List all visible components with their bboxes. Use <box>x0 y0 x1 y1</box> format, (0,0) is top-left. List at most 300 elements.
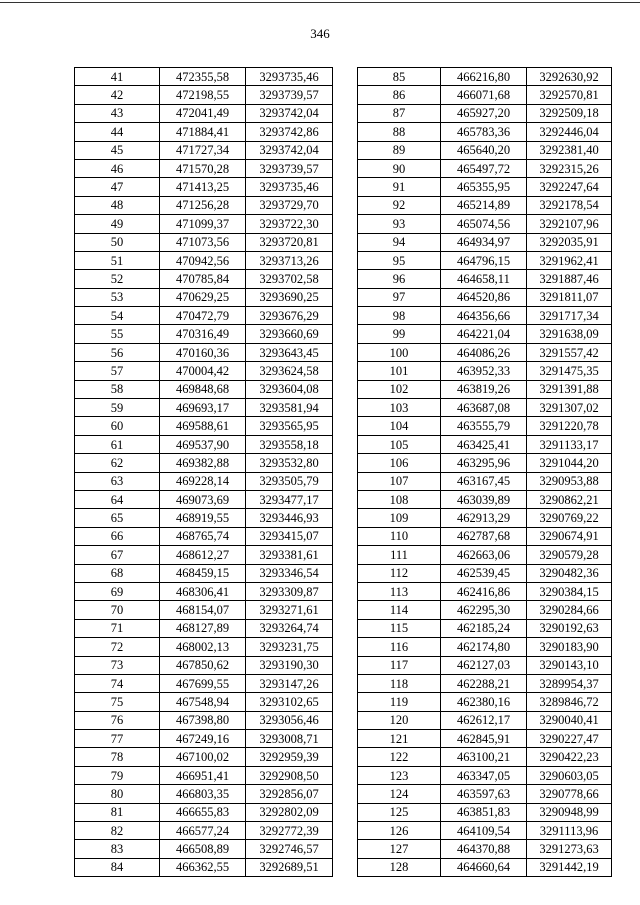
x-coordinate-cell: 462288,21 <box>441 674 527 692</box>
x-coordinate-cell: 462295,30 <box>441 601 527 619</box>
y-coordinate-cell: 3293346,54 <box>246 564 333 582</box>
x-coordinate-cell: 466655,83 <box>160 803 246 821</box>
y-coordinate-cell: 3292630,92 <box>527 68 612 86</box>
point-number-cell: 104 <box>358 417 441 435</box>
x-coordinate-cell: 462380,16 <box>441 693 527 711</box>
y-coordinate-cell: 3293742,04 <box>246 104 333 122</box>
y-coordinate-cell: 3291638,09 <box>527 325 612 343</box>
table-row <box>358 325 612 343</box>
x-coordinate-cell: 462539,45 <box>441 564 527 582</box>
table-row <box>75 748 333 766</box>
point-number-cell: 114 <box>358 601 441 619</box>
y-coordinate-cell: 3293271,61 <box>246 601 333 619</box>
x-coordinate-cell: 472041,49 <box>160 104 246 122</box>
point-number-cell: 71 <box>75 619 160 637</box>
y-coordinate-cell: 3293102,65 <box>246 693 333 711</box>
point-number-cell: 100 <box>358 343 441 361</box>
x-coordinate-cell: 471256,28 <box>160 196 246 214</box>
point-number-cell: 57 <box>75 362 160 380</box>
x-coordinate-cell: 470629,25 <box>160 288 246 306</box>
y-coordinate-cell: 3291220,78 <box>527 417 612 435</box>
y-coordinate-cell: 3292570,81 <box>527 86 612 104</box>
table-row <box>358 233 612 251</box>
x-coordinate-cell: 463167,45 <box>441 472 527 490</box>
point-number-cell: 123 <box>358 766 441 784</box>
coordinates-table-right-body <box>358 68 612 877</box>
y-coordinate-cell: 3291133,17 <box>527 435 612 453</box>
table-row <box>75 858 333 876</box>
table-row <box>75 123 333 141</box>
x-coordinate-cell: 469228,14 <box>160 472 246 490</box>
x-coordinate-cell: 463851,83 <box>441 803 527 821</box>
point-number-cell: 109 <box>358 509 441 527</box>
y-coordinate-cell: 3290384,15 <box>527 582 612 600</box>
table-row <box>75 362 333 380</box>
y-coordinate-cell: 3293739,57 <box>246 86 333 104</box>
x-coordinate-cell: 462845,91 <box>441 730 527 748</box>
table-row <box>75 766 333 784</box>
table-row <box>75 638 333 656</box>
point-number-cell: 102 <box>358 380 441 398</box>
table-row <box>358 307 612 325</box>
point-number-cell: 84 <box>75 858 160 876</box>
point-number-cell: 44 <box>75 123 160 141</box>
table-row <box>75 215 333 233</box>
y-coordinate-cell: 3292689,51 <box>246 858 333 876</box>
x-coordinate-cell: 469382,88 <box>160 454 246 472</box>
y-coordinate-cell: 3292381,40 <box>527 141 612 159</box>
y-coordinate-cell: 3292178,54 <box>527 196 612 214</box>
table-row <box>358 435 612 453</box>
x-coordinate-cell: 463295,96 <box>441 454 527 472</box>
point-number-cell: 119 <box>358 693 441 711</box>
y-coordinate-cell: 3293505,79 <box>246 472 333 490</box>
point-number-cell: 97 <box>358 288 441 306</box>
point-number-cell: 126 <box>358 822 441 840</box>
point-number-cell: 95 <box>358 251 441 269</box>
point-number-cell: 125 <box>358 803 441 821</box>
y-coordinate-cell: 3293581,94 <box>246 399 333 417</box>
point-number-cell: 128 <box>358 858 441 876</box>
x-coordinate-cell: 469073,69 <box>160 490 246 508</box>
x-coordinate-cell: 462787,68 <box>441 527 527 545</box>
x-coordinate-cell: 468306,41 <box>160 582 246 600</box>
x-coordinate-cell: 466508,89 <box>160 840 246 858</box>
y-coordinate-cell: 3291811,07 <box>527 288 612 306</box>
x-coordinate-cell: 464356,66 <box>441 307 527 325</box>
table-row <box>75 454 333 472</box>
table-row <box>75 730 333 748</box>
point-number-cell: 74 <box>75 674 160 692</box>
x-coordinate-cell: 462174,80 <box>441 638 527 656</box>
y-coordinate-cell: 3292856,07 <box>246 785 333 803</box>
point-number-cell: 83 <box>75 840 160 858</box>
y-coordinate-cell: 3292107,96 <box>527 215 612 233</box>
table-row <box>358 159 612 177</box>
y-coordinate-cell: 3291307,02 <box>527 399 612 417</box>
y-coordinate-cell: 3293056,46 <box>246 711 333 729</box>
y-coordinate-cell: 3293008,71 <box>246 730 333 748</box>
point-number-cell: 75 <box>75 693 160 711</box>
x-coordinate-cell: 468002,13 <box>160 638 246 656</box>
point-number-cell: 88 <box>358 123 441 141</box>
x-coordinate-cell: 463819,26 <box>441 380 527 398</box>
x-coordinate-cell: 464109,54 <box>441 822 527 840</box>
table-row <box>358 527 612 545</box>
table-row <box>358 399 612 417</box>
x-coordinate-cell: 466951,41 <box>160 766 246 784</box>
point-number-cell: 42 <box>75 86 160 104</box>
x-coordinate-cell: 466216,80 <box>441 68 527 86</box>
point-number-cell: 121 <box>358 730 441 748</box>
table-row <box>358 803 612 821</box>
y-coordinate-cell: 3293190,30 <box>246 656 333 674</box>
y-coordinate-cell: 3293729,70 <box>246 196 333 214</box>
page-top-rule <box>0 2 640 3</box>
point-number-cell: 64 <box>75 490 160 508</box>
table-row <box>75 840 333 858</box>
table-row <box>75 803 333 821</box>
x-coordinate-cell: 462416,86 <box>441 582 527 600</box>
x-coordinate-cell: 465640,20 <box>441 141 527 159</box>
table-row <box>75 343 333 361</box>
table-row <box>358 472 612 490</box>
x-coordinate-cell: 462127,03 <box>441 656 527 674</box>
y-coordinate-cell: 3293676,29 <box>246 307 333 325</box>
point-number-cell: 117 <box>358 656 441 674</box>
x-coordinate-cell: 470472,79 <box>160 307 246 325</box>
table-row <box>75 693 333 711</box>
point-number-cell: 106 <box>358 454 441 472</box>
x-coordinate-cell: 464796,15 <box>441 251 527 269</box>
table-row <box>75 104 333 122</box>
table-row <box>75 656 333 674</box>
table-row <box>75 307 333 325</box>
table-row <box>75 527 333 545</box>
point-number-cell: 86 <box>358 86 441 104</box>
y-coordinate-cell: 3290603,05 <box>527 766 612 784</box>
point-number-cell: 58 <box>75 380 160 398</box>
y-coordinate-cell: 3291717,34 <box>527 307 612 325</box>
table-row <box>358 693 612 711</box>
point-number-cell: 107 <box>358 472 441 490</box>
x-coordinate-cell: 464370,88 <box>441 840 527 858</box>
point-number-cell: 73 <box>75 656 160 674</box>
table-row <box>358 215 612 233</box>
y-coordinate-cell: 3290482,36 <box>527 564 612 582</box>
table-row <box>358 674 612 692</box>
x-coordinate-cell: 468127,89 <box>160 619 246 637</box>
x-coordinate-cell: 470316,49 <box>160 325 246 343</box>
x-coordinate-cell: 465497,72 <box>441 159 527 177</box>
table-row <box>358 343 612 361</box>
table-row <box>75 785 333 803</box>
table-row <box>75 141 333 159</box>
x-coordinate-cell: 463039,89 <box>441 490 527 508</box>
y-coordinate-cell: 3291887,46 <box>527 270 612 288</box>
y-coordinate-cell: 3293231,75 <box>246 638 333 656</box>
y-coordinate-cell: 3293742,04 <box>246 141 333 159</box>
y-coordinate-cell: 3293477,17 <box>246 490 333 508</box>
table-row <box>75 822 333 840</box>
point-number-cell: 113 <box>358 582 441 600</box>
table-row <box>75 380 333 398</box>
table-row <box>358 417 612 435</box>
x-coordinate-cell: 467398,80 <box>160 711 246 729</box>
point-number-cell: 41 <box>75 68 160 86</box>
x-coordinate-cell: 467100,02 <box>160 748 246 766</box>
table-row <box>75 325 333 343</box>
point-number-cell: 93 <box>358 215 441 233</box>
table-row <box>358 582 612 600</box>
y-coordinate-cell: 3291962,41 <box>527 251 612 269</box>
x-coordinate-cell: 467249,16 <box>160 730 246 748</box>
table-row <box>75 417 333 435</box>
y-coordinate-cell: 3290192,63 <box>527 619 612 637</box>
point-number-cell: 120 <box>358 711 441 729</box>
point-number-cell: 98 <box>358 307 441 325</box>
point-number-cell: 112 <box>358 564 441 582</box>
y-coordinate-cell: 3293147,26 <box>246 674 333 692</box>
table-row <box>358 766 612 784</box>
table-row <box>75 159 333 177</box>
table-row <box>75 509 333 527</box>
table-row <box>358 509 612 527</box>
table-row <box>358 822 612 840</box>
y-coordinate-cell: 3293264,74 <box>246 619 333 637</box>
y-coordinate-cell: 3293643,45 <box>246 343 333 361</box>
x-coordinate-cell: 468612,27 <box>160 546 246 564</box>
x-coordinate-cell: 468765,74 <box>160 527 246 545</box>
y-coordinate-cell: 3293604,08 <box>246 380 333 398</box>
x-coordinate-cell: 471570,28 <box>160 159 246 177</box>
table-row <box>358 178 612 196</box>
y-coordinate-cell: 3293446,93 <box>246 509 333 527</box>
y-coordinate-cell: 3293720,81 <box>246 233 333 251</box>
x-coordinate-cell: 463425,41 <box>441 435 527 453</box>
table-row <box>358 840 612 858</box>
x-coordinate-cell: 464520,86 <box>441 288 527 306</box>
x-coordinate-cell: 469537,90 <box>160 435 246 453</box>
x-coordinate-cell: 469848,68 <box>160 380 246 398</box>
point-number-cell: 63 <box>75 472 160 490</box>
table-row <box>75 288 333 306</box>
y-coordinate-cell: 3290143,10 <box>527 656 612 674</box>
point-number-cell: 101 <box>358 362 441 380</box>
x-coordinate-cell: 471099,37 <box>160 215 246 233</box>
table-row <box>75 399 333 417</box>
table-row <box>358 711 612 729</box>
table-row <box>358 656 612 674</box>
point-number-cell: 79 <box>75 766 160 784</box>
x-coordinate-cell: 466577,24 <box>160 822 246 840</box>
y-coordinate-cell: 3290183,90 <box>527 638 612 656</box>
point-number-cell: 99 <box>358 325 441 343</box>
y-coordinate-cell: 3293624,58 <box>246 362 333 380</box>
x-coordinate-cell: 471073,56 <box>160 233 246 251</box>
point-number-cell: 81 <box>75 803 160 821</box>
y-coordinate-cell: 3293739,57 <box>246 159 333 177</box>
table-row <box>75 674 333 692</box>
point-number-cell: 96 <box>358 270 441 288</box>
point-number-cell: 50 <box>75 233 160 251</box>
table-row <box>358 490 612 508</box>
x-coordinate-cell: 463952,33 <box>441 362 527 380</box>
x-coordinate-cell: 470942,56 <box>160 251 246 269</box>
point-number-cell: 118 <box>358 674 441 692</box>
table-row <box>358 86 612 104</box>
x-coordinate-cell: 469588,61 <box>160 417 246 435</box>
point-number-cell: 66 <box>75 527 160 545</box>
table-row <box>358 858 612 876</box>
x-coordinate-cell: 467850,62 <box>160 656 246 674</box>
y-coordinate-cell: 3293558,18 <box>246 435 333 453</box>
x-coordinate-cell: 468154,07 <box>160 601 246 619</box>
table-row <box>75 472 333 490</box>
table-row <box>358 68 612 86</box>
point-number-cell: 70 <box>75 601 160 619</box>
point-number-cell: 105 <box>358 435 441 453</box>
x-coordinate-cell: 468459,15 <box>160 564 246 582</box>
table-row <box>358 638 612 656</box>
table-row <box>358 748 612 766</box>
y-coordinate-cell: 3290579,28 <box>527 546 612 564</box>
point-number-cell: 67 <box>75 546 160 564</box>
x-coordinate-cell: 464660,64 <box>441 858 527 876</box>
point-number-cell: 54 <box>75 307 160 325</box>
point-number-cell: 78 <box>75 748 160 766</box>
point-number-cell: 69 <box>75 582 160 600</box>
point-number-cell: 43 <box>75 104 160 122</box>
y-coordinate-cell: 3292746,57 <box>246 840 333 858</box>
y-coordinate-cell: 3293713,26 <box>246 251 333 269</box>
page-number: 346 <box>310 26 330 41</box>
point-number-cell: 85 <box>358 68 441 86</box>
y-coordinate-cell: 3293565,95 <box>246 417 333 435</box>
table-row <box>75 251 333 269</box>
coordinates-table-left <box>74 67 333 877</box>
x-coordinate-cell: 472198,55 <box>160 86 246 104</box>
y-coordinate-cell: 3292908,50 <box>246 766 333 784</box>
table-row <box>358 380 612 398</box>
point-number-cell: 47 <box>75 178 160 196</box>
x-coordinate-cell: 466071,68 <box>441 86 527 104</box>
table-row <box>75 601 333 619</box>
point-number-cell: 82 <box>75 822 160 840</box>
table-row <box>75 711 333 729</box>
table-row <box>358 730 612 748</box>
table-row <box>75 196 333 214</box>
x-coordinate-cell: 471884,41 <box>160 123 246 141</box>
table-row <box>358 270 612 288</box>
x-coordinate-cell: 465074,56 <box>441 215 527 233</box>
x-coordinate-cell: 463347,05 <box>441 766 527 784</box>
x-coordinate-cell: 471727,34 <box>160 141 246 159</box>
table-row <box>358 785 612 803</box>
table-row <box>75 435 333 453</box>
y-coordinate-cell: 3289954,37 <box>527 674 612 692</box>
y-coordinate-cell: 3293381,61 <box>246 546 333 564</box>
y-coordinate-cell: 3290778,66 <box>527 785 612 803</box>
point-number-cell: 55 <box>75 325 160 343</box>
point-number-cell: 80 <box>75 785 160 803</box>
point-number-cell: 92 <box>358 196 441 214</box>
y-coordinate-cell: 3291113,96 <box>527 822 612 840</box>
table-row <box>75 178 333 196</box>
y-coordinate-cell: 3292446,04 <box>527 123 612 141</box>
table-row <box>75 619 333 637</box>
point-number-cell: 46 <box>75 159 160 177</box>
point-number-cell: 124 <box>358 785 441 803</box>
y-coordinate-cell: 3290040,41 <box>527 711 612 729</box>
table-row <box>75 564 333 582</box>
point-number-cell: 52 <box>75 270 160 288</box>
x-coordinate-cell: 465927,20 <box>441 104 527 122</box>
table-row <box>75 270 333 288</box>
point-number-cell: 59 <box>75 399 160 417</box>
y-coordinate-cell: 3290227,47 <box>527 730 612 748</box>
coordinates-table-left-body <box>75 68 333 877</box>
x-coordinate-cell: 472355,58 <box>160 68 246 86</box>
y-coordinate-cell: 3292772,39 <box>246 822 333 840</box>
point-number-cell: 72 <box>75 638 160 656</box>
y-coordinate-cell: 3290948,99 <box>527 803 612 821</box>
y-coordinate-cell: 3290674,91 <box>527 527 612 545</box>
y-coordinate-cell: 3292802,09 <box>246 803 333 821</box>
y-coordinate-cell: 3292959,39 <box>246 748 333 766</box>
x-coordinate-cell: 462913,29 <box>441 509 527 527</box>
x-coordinate-cell: 462612,17 <box>441 711 527 729</box>
x-coordinate-cell: 468919,55 <box>160 509 246 527</box>
y-coordinate-cell: 3289846,72 <box>527 693 612 711</box>
y-coordinate-cell: 3293735,46 <box>246 68 333 86</box>
y-coordinate-cell: 3293735,46 <box>246 178 333 196</box>
point-number-cell: 65 <box>75 509 160 527</box>
y-coordinate-cell: 3293660,69 <box>246 325 333 343</box>
x-coordinate-cell: 467548,94 <box>160 693 246 711</box>
table-row <box>358 141 612 159</box>
table-row <box>75 233 333 251</box>
table-row <box>358 104 612 122</box>
table-row <box>75 546 333 564</box>
table-row <box>75 86 333 104</box>
table-row <box>358 288 612 306</box>
x-coordinate-cell: 462663,06 <box>441 546 527 564</box>
x-coordinate-cell: 471413,25 <box>160 178 246 196</box>
table-row <box>75 68 333 86</box>
point-number-cell: 51 <box>75 251 160 269</box>
x-coordinate-cell: 462185,24 <box>441 619 527 637</box>
point-number-cell: 122 <box>358 748 441 766</box>
y-coordinate-cell: 3291273,63 <box>527 840 612 858</box>
y-coordinate-cell: 3290284,66 <box>527 601 612 619</box>
point-number-cell: 108 <box>358 490 441 508</box>
point-number-cell: 49 <box>75 215 160 233</box>
point-number-cell: 94 <box>358 233 441 251</box>
point-number-cell: 89 <box>358 141 441 159</box>
point-number-cell: 90 <box>358 159 441 177</box>
y-coordinate-cell: 3290422,23 <box>527 748 612 766</box>
y-coordinate-cell: 3291391,88 <box>527 380 612 398</box>
y-coordinate-cell: 3293702,58 <box>246 270 333 288</box>
x-coordinate-cell: 467699,55 <box>160 674 246 692</box>
point-number-cell: 48 <box>75 196 160 214</box>
y-coordinate-cell: 3293309,87 <box>246 582 333 600</box>
x-coordinate-cell: 470004,42 <box>160 362 246 380</box>
y-coordinate-cell: 3293722,30 <box>246 215 333 233</box>
x-coordinate-cell: 463555,79 <box>441 417 527 435</box>
x-coordinate-cell: 470785,84 <box>160 270 246 288</box>
